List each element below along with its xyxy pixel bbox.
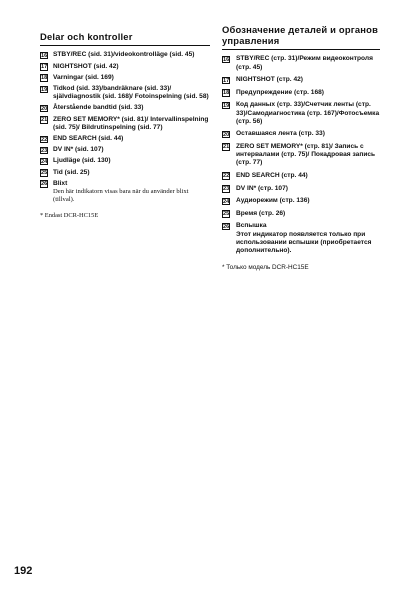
list-item xyxy=(222,130,380,138)
page-number: 192 xyxy=(14,565,33,577)
list-item xyxy=(222,55,380,71)
item-text: Varningar (sid. 169) xyxy=(53,73,114,81)
left-column xyxy=(40,24,210,219)
list-item xyxy=(40,104,210,112)
item-text: DV IN* (sid. 107) xyxy=(53,146,104,154)
list-item xyxy=(40,63,210,71)
item-number: 19 xyxy=(41,86,48,93)
item-text: Tidkod (sid. 33)/bandräknare (sid. 33)/ självdiagnostik (sid. 168)/ Fotoinspelning (sid. 58) xyxy=(53,85,209,101)
list-item xyxy=(40,74,210,82)
item-number: 21 xyxy=(41,117,48,124)
list-item xyxy=(40,135,210,143)
item-number: 26 xyxy=(223,223,230,230)
heading-rule xyxy=(222,49,380,50)
item-text: Tid (sid. 25) xyxy=(53,168,90,176)
list-item xyxy=(40,169,210,177)
item-number: 25 xyxy=(41,170,48,177)
item-number: 18 xyxy=(223,90,230,97)
right-column xyxy=(222,24,380,271)
item-description: Этот индикатор появляется только при использовании вспышки (приобретается дополнительно). xyxy=(236,230,372,254)
item-text: END SEARCH (стр. 44) xyxy=(236,171,308,179)
item-number: 25 xyxy=(223,211,230,218)
footnote: * Только модель DCR-HC15E xyxy=(222,264,309,272)
list-item xyxy=(40,180,210,205)
list-item xyxy=(222,210,380,218)
item-text: ZERO SET MEMORY* (стр. 81)/ Запись с интервалами (стр. 75)/ Покадровая запись (стр. 77) xyxy=(236,142,376,167)
item-text: Оставшаяся лента (стр. 33) xyxy=(236,130,325,138)
list-item xyxy=(222,197,380,205)
item-text: DV IN* (стр. 107) xyxy=(236,184,288,192)
item-number: 21 xyxy=(223,144,230,151)
section-heading: Delar och kontroller xyxy=(40,31,133,42)
item-text: Предупреждение (стр. 168) xyxy=(236,88,325,96)
list-item xyxy=(222,172,380,180)
list-item xyxy=(40,51,210,59)
item-number: 23 xyxy=(223,186,230,193)
item-text: NIGHTSHOT (стр. 42) xyxy=(236,76,303,84)
item-number: 20 xyxy=(223,131,230,138)
item-number: 22 xyxy=(223,173,230,180)
item-number: 16 xyxy=(41,52,48,59)
item-description: Den här indikatorn visas bara när du använder blixt (tillval). xyxy=(53,188,189,204)
footnote: * Endast DCR-HC15E xyxy=(40,212,99,220)
list-item xyxy=(222,76,380,84)
list-item xyxy=(40,146,210,154)
item-number: 23 xyxy=(41,147,48,154)
item-text: Ljudläge (sid. 130) xyxy=(53,157,111,165)
list-item xyxy=(40,116,210,132)
item-text: Код данных (стр. 33)/Счетчик ленты (стр. 33)/Самодиагностика (стр. 167)/Фотосъемка (стр. 56) xyxy=(236,101,380,125)
item-list xyxy=(222,55,380,255)
list-item xyxy=(222,89,380,97)
list-item xyxy=(222,185,380,193)
item-number: 24 xyxy=(223,198,230,205)
item-text: Время (стр. 26) xyxy=(236,209,286,217)
item-number: 17 xyxy=(41,64,48,71)
item-number: 17 xyxy=(223,77,230,84)
item-text: STBY/REC (стр. 31)/Режим видеоконтроля (стр. 45) xyxy=(236,55,373,71)
item-text: Återstående bandtid (sid. 33) xyxy=(53,104,144,112)
item-text: END SEARCH (sid. 44) xyxy=(53,135,124,143)
item-number: 24 xyxy=(41,158,48,165)
item-number: 22 xyxy=(41,136,48,143)
item-number: 26 xyxy=(41,181,48,188)
item-text: STBY/REC (sid. 31)/videokontrolläge (sid. 45) xyxy=(53,51,195,59)
section-heading: Обозначение деталей и органов управления xyxy=(222,24,379,46)
item-list xyxy=(40,51,210,204)
list-item xyxy=(40,85,210,101)
item-text: Аудиорежим (стр. 136) xyxy=(236,197,310,205)
item-text: NIGHTSHOT (sid. 42) xyxy=(53,62,119,70)
list-item xyxy=(222,143,380,168)
item-number: 18 xyxy=(41,75,48,82)
item-number: 20 xyxy=(41,105,48,112)
heading-rule xyxy=(40,45,210,46)
item-number: 16 xyxy=(223,56,230,63)
list-item xyxy=(222,101,380,126)
item-text: Вспышка xyxy=(236,222,267,230)
item-text: Blixt xyxy=(53,179,68,187)
list-item xyxy=(222,222,380,255)
item-number: 19 xyxy=(223,102,230,109)
list-item xyxy=(40,157,210,165)
item-text: ZERO SET MEMORY* (sid. 81)/ Intervallinspelning (sid. 75)/ Bildrutinspelning (sid. 77) xyxy=(53,115,209,131)
